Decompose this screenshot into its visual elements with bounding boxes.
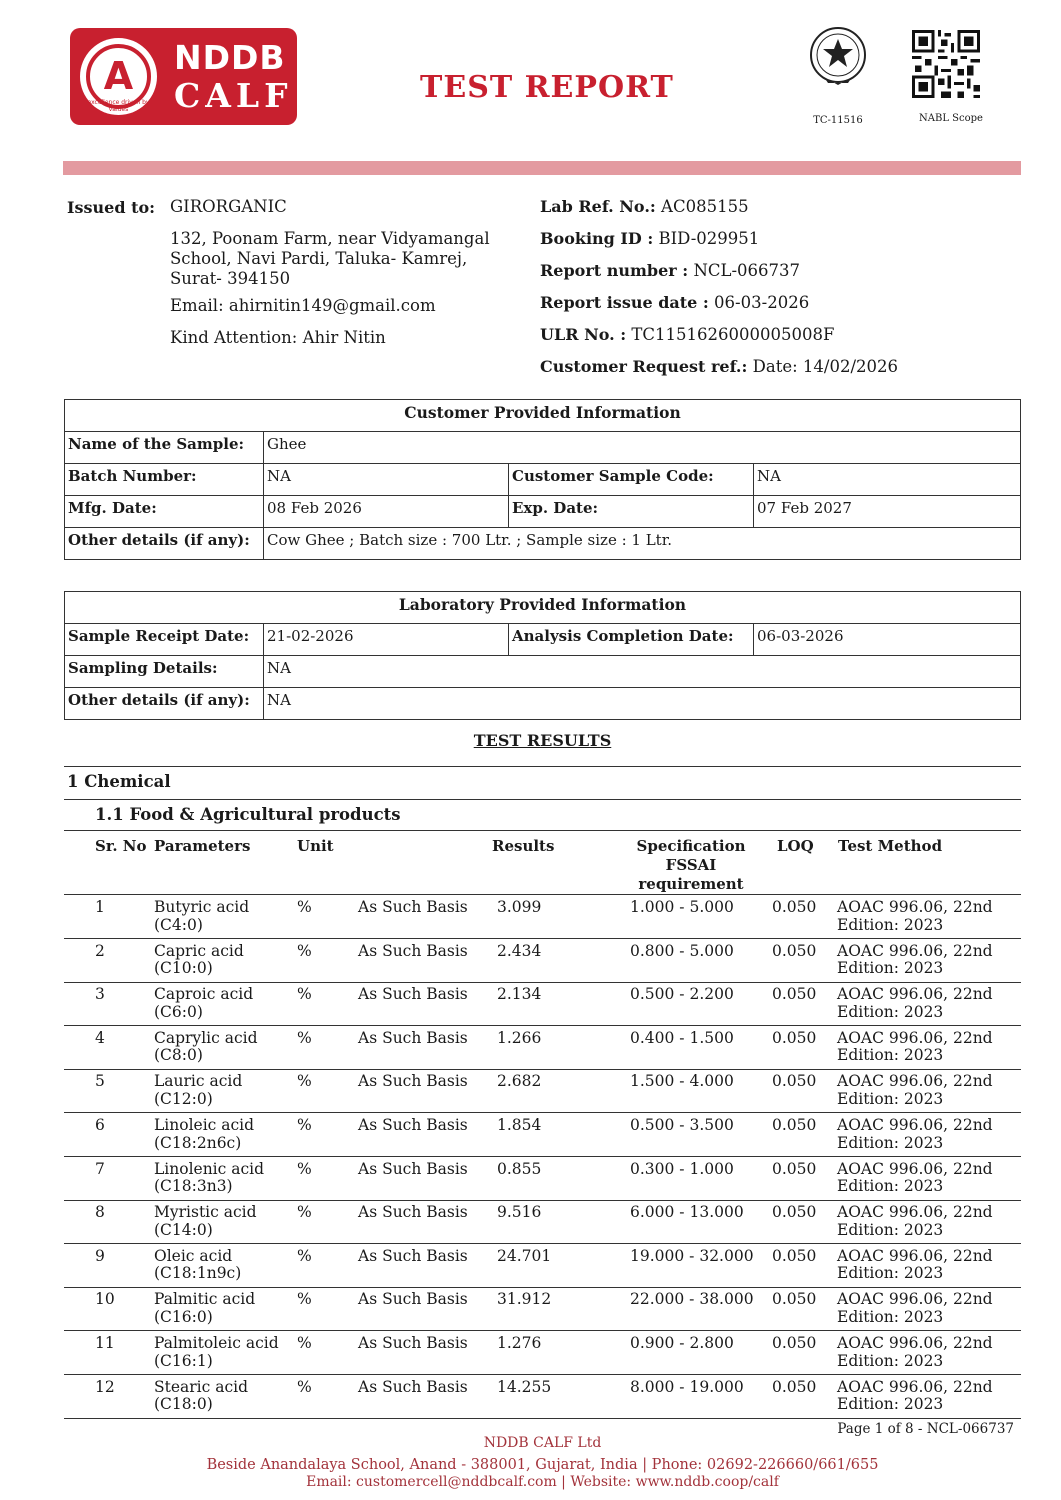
customer-request-ref: Customer Request ref.: Date: 14/02/2026 xyxy=(540,357,899,376)
specification-cell: 8.000 - 19.000 xyxy=(630,1377,744,1396)
loq-cell: 0.050 xyxy=(772,1334,817,1352)
mfg-date-value: 08 Feb 2026 xyxy=(264,496,509,528)
other-details-value: Cow Ghee ; Batch size : 700 Ltr. ; Sample size : 1 Ltr. xyxy=(264,528,1021,560)
exp-date-value: 07 Feb 2027 xyxy=(754,496,1021,528)
specification-cell: 22.000 - 38.000 xyxy=(630,1290,754,1309)
sr-no-cell: 11 xyxy=(95,1334,115,1352)
result-value-cell: 31.912 xyxy=(497,1290,552,1309)
specification-cell: 6.000 - 13.000 xyxy=(630,1203,744,1222)
test-method-cell: AOAC 996.06, 22nd Edition: 2023 xyxy=(837,1028,993,1065)
unit-cell: % xyxy=(297,1290,312,1309)
basis-cell: As Such Basis xyxy=(358,1377,468,1396)
basis-cell: As Such Basis xyxy=(358,898,468,916)
sr-no-cell: 10 xyxy=(95,1290,115,1309)
sr-no-cell: 5 xyxy=(95,1072,105,1091)
footer-company: NDDB CALF Ltd xyxy=(483,1435,602,1451)
lab-other-details-label: Other details (if any): xyxy=(65,688,264,720)
result-value-cell: 1.266 xyxy=(497,1028,542,1047)
report-number: Report number : NCL-066737 xyxy=(540,261,801,280)
parameter-cell: Stearic acid (C18:0) xyxy=(154,1377,249,1414)
loq-cell: 0.050 xyxy=(772,1203,817,1222)
test-method-cell: AOAC 996.06, 22nd Edition: 2023 xyxy=(837,1334,993,1370)
sr-no-cell: 9 xyxy=(95,1246,105,1265)
result-value-cell: 2.134 xyxy=(497,985,542,1004)
parameter-cell: Oleic acid (C18:1n9c) xyxy=(154,1246,242,1283)
sr-no-cell: 6 xyxy=(95,1116,105,1134)
nddb-calf-logo xyxy=(70,28,297,125)
sr-no-cell: 3 xyxy=(95,985,105,1004)
lab-info-table xyxy=(64,591,1021,720)
lab-ref-no: Lab Ref. No.: AC085155 xyxy=(540,197,749,216)
parameter-cell: Palmitoleic acid (C16:1) xyxy=(154,1334,279,1370)
test-results-heading: TEST RESULTS xyxy=(473,731,612,750)
specification-cell: 19.000 - 32.000 xyxy=(630,1246,754,1265)
unit-cell: % xyxy=(297,1246,312,1265)
table-row xyxy=(64,939,1021,983)
customer-name: GIRORGANIC xyxy=(170,197,287,216)
basis-cell: As Such Basis xyxy=(358,1116,468,1134)
customer-sample-code-value: NA xyxy=(754,464,1021,496)
booking-id: Booking ID : BID-029951 xyxy=(540,229,760,248)
kind-attention: Kind Attention: Ahir Nitin xyxy=(170,328,386,347)
result-value-cell: 3.099 xyxy=(497,898,542,916)
batch-number-label: Batch Number: xyxy=(65,464,264,496)
parameter-cell: Linolenic acid (C18:3n3) xyxy=(154,1159,265,1196)
parameter-cell: Caprylic acid (C8:0) xyxy=(154,1028,258,1065)
result-value-cell: 1.276 xyxy=(497,1334,542,1352)
divider xyxy=(64,830,1021,831)
col-results: Results xyxy=(492,837,555,855)
parameter-cell: Palmitic acid (C16:0) xyxy=(154,1290,256,1326)
test-method-cell: AOAC 996.06, 22nd Edition: 2023 xyxy=(837,1203,993,1239)
sample-receipt-value: 21-02-2026 xyxy=(264,624,509,656)
sr-no-cell: 12 xyxy=(95,1377,115,1396)
sampling-details-value: NA xyxy=(264,656,1021,688)
ulr-no: ULR No. : TC1151626000005008F xyxy=(540,325,835,344)
customer-sample-code-label: Customer Sample Code: xyxy=(509,464,754,496)
basis-cell: As Such Basis xyxy=(358,1072,468,1091)
table-row xyxy=(64,895,1021,939)
header-divider-band xyxy=(63,161,1021,175)
sampling-details-label: Sampling Details: xyxy=(65,656,264,688)
result-value-cell: 9.516 xyxy=(497,1203,542,1222)
divider xyxy=(64,766,1021,767)
col-specification: Specification FSSAI requirement xyxy=(636,837,746,893)
basis-cell: As Such Basis xyxy=(358,1028,468,1047)
sr-no-cell: 1 xyxy=(95,898,105,916)
test-method-cell: AOAC 996.06, 22nd Edition: 2023 xyxy=(837,1159,993,1196)
specification-cell: 0.900 - 2.800 xyxy=(630,1334,734,1352)
basis-cell: As Such Basis xyxy=(358,985,468,1004)
col-loq: LOQ xyxy=(777,837,814,855)
exp-date-label: Exp. Date: xyxy=(509,496,754,528)
sr-no-cell: 2 xyxy=(95,941,105,960)
unit-cell: % xyxy=(297,1159,312,1178)
accreditation-code: TC-11516 xyxy=(813,115,863,126)
loq-cell: 0.050 xyxy=(772,985,817,1004)
basis-cell: As Such Basis xyxy=(358,1290,468,1309)
issued-to-label: Issued to: xyxy=(67,198,156,217)
test-method-cell: AOAC 996.06, 22nd Edition: 2023 xyxy=(837,941,993,978)
parameter-cell: Capric acid (C10:0) xyxy=(154,941,244,978)
unit-cell: % xyxy=(297,1116,312,1134)
table-row xyxy=(64,1200,1021,1244)
nabl-scope-label: NABL Scope xyxy=(919,113,983,124)
test-method-cell: AOAC 996.06, 22nd Edition: 2023 xyxy=(837,1290,993,1326)
customer-info-heading: Customer Provided Information xyxy=(65,400,1021,432)
logo-emblem: A excellence driven by values xyxy=(80,38,157,115)
specification-cell: 0.800 - 5.000 xyxy=(630,941,734,960)
col-parameters: Parameters xyxy=(154,837,251,855)
loq-cell: 0.050 xyxy=(772,1246,817,1265)
table-row xyxy=(64,982,1021,1026)
analysis-completion-label: Analysis Completion Date: xyxy=(509,624,754,656)
table-row xyxy=(64,1069,1021,1113)
unit-cell: % xyxy=(297,1028,312,1047)
page-title: TEST REPORT xyxy=(420,70,674,105)
result-value-cell: 14.255 xyxy=(497,1377,552,1396)
footer-address: Beside Anandalaya School, Anand - 388001, Gujarat, India | Phone: 02692-226660/661/655 xyxy=(206,1457,879,1473)
logo-text-nddb: NDDB xyxy=(174,38,286,77)
table-row xyxy=(64,1113,1021,1157)
batch-number-value: NA xyxy=(264,464,509,496)
unit-cell: % xyxy=(297,1203,312,1222)
parameter-cell: Linoleic acid (C18:2n6c) xyxy=(154,1116,255,1152)
test-method-cell: AOAC 996.06, 22nd Edition: 2023 xyxy=(837,985,993,1021)
specification-cell: 1.500 - 4.000 xyxy=(630,1072,734,1091)
customer-info-table xyxy=(64,399,1021,560)
unit-cell: % xyxy=(297,1334,312,1352)
other-details-label: Other details (if any): xyxy=(65,528,264,560)
subsection-food-agri: 1.1 Food & Agricultural products xyxy=(95,805,401,824)
result-value-cell: 24.701 xyxy=(497,1246,552,1265)
loq-cell: 0.050 xyxy=(772,1072,817,1091)
lab-info-heading: Laboratory Provided Information xyxy=(65,592,1021,624)
basis-cell: As Such Basis xyxy=(358,941,468,960)
test-method-cell: AOAC 996.06, 22nd Edition: 2023 xyxy=(837,1246,993,1283)
accreditation-seal-icon xyxy=(806,25,870,89)
specification-cell: 0.500 - 2.200 xyxy=(630,985,734,1004)
col-unit: Unit xyxy=(297,837,334,855)
loq-cell: 0.050 xyxy=(772,1290,817,1309)
test-method-cell: AOAC 996.06, 22nd Edition: 2023 xyxy=(837,898,993,934)
basis-cell: As Such Basis xyxy=(358,1159,468,1178)
test-method-cell: AOAC 996.06, 22nd Edition: 2023 xyxy=(837,1072,993,1108)
mfg-date-label: Mfg. Date: xyxy=(65,496,264,528)
sample-name-label: Name of the Sample: xyxy=(65,432,264,464)
table-row xyxy=(64,1375,1021,1419)
page-number: Page 1 of 8 - NCL-066737 xyxy=(837,1421,1014,1437)
parameter-cell: Butyric acid (C4:0) xyxy=(154,898,250,934)
loq-cell: 0.050 xyxy=(772,1116,817,1134)
sr-no-cell: 4 xyxy=(95,1028,105,1047)
loq-cell: 0.050 xyxy=(772,941,817,960)
unit-cell: % xyxy=(297,985,312,1004)
customer-address: 132, Poonam Farm, near Vidyamangal School, Navi Pardi, Taluka- Kamrej, Surat- 394150 xyxy=(170,229,490,288)
unit-cell: % xyxy=(297,1377,312,1396)
basis-cell: As Such Basis xyxy=(358,1246,468,1265)
col-test-method: Test Method xyxy=(838,837,943,855)
table-row xyxy=(64,1157,1021,1201)
table-row xyxy=(64,1244,1021,1288)
unit-cell: % xyxy=(297,898,312,916)
loq-cell: 0.050 xyxy=(772,1159,817,1178)
sr-no-cell: 7 xyxy=(95,1159,105,1178)
test-method-cell: AOAC 996.06, 22nd Edition: 2023 xyxy=(837,1116,993,1152)
basis-cell: As Such Basis xyxy=(358,1334,468,1352)
basis-cell: As Such Basis xyxy=(358,1203,468,1222)
parameter-cell: Caproic acid (C6:0) xyxy=(154,985,254,1021)
table-row xyxy=(64,1026,1021,1070)
sample-name-value: Ghee xyxy=(264,432,1021,464)
result-value-cell: 2.682 xyxy=(497,1072,542,1091)
divider xyxy=(64,799,1021,800)
section-chemical: 1 Chemical xyxy=(67,772,171,791)
sample-receipt-label: Sample Receipt Date: xyxy=(65,624,264,656)
parameter-cell: Lauric acid (C12:0) xyxy=(154,1072,243,1108)
report-issue-date: Report issue date : 06-03-2026 xyxy=(540,293,810,312)
lab-other-details-value: NA xyxy=(264,688,1021,720)
table-row xyxy=(64,1331,1021,1375)
qr-code-icon[interactable] xyxy=(912,30,980,98)
test-method-cell: AOAC 996.06, 22nd Edition: 2023 xyxy=(837,1377,993,1414)
footer-contact[interactable]: Email: customercell@nddbcalf.com | Website: www.nddb.coop/calf xyxy=(306,1474,779,1490)
logo-text-calf: CALF xyxy=(174,76,293,115)
specification-cell: 0.400 - 1.500 xyxy=(630,1028,734,1047)
table-row xyxy=(64,1287,1021,1331)
loq-cell: 0.050 xyxy=(772,898,817,916)
result-value-cell: 0.855 xyxy=(497,1159,542,1178)
unit-cell: % xyxy=(297,941,312,960)
loq-cell: 0.050 xyxy=(772,1377,817,1396)
result-value-cell: 2.434 xyxy=(497,941,542,960)
specification-cell: 1.000 - 5.000 xyxy=(630,898,734,916)
result-value-cell: 1.854 xyxy=(497,1116,542,1134)
customer-email: Email: ahirnitin149@gmail.com xyxy=(170,296,436,315)
specification-cell: 0.500 - 3.500 xyxy=(630,1116,734,1134)
loq-cell: 0.050 xyxy=(772,1028,817,1047)
col-sr-no: Sr. No xyxy=(95,837,147,855)
parameter-cell: Myristic acid (C14:0) xyxy=(154,1203,257,1239)
analysis-completion-value: 06-03-2026 xyxy=(754,624,1021,656)
unit-cell: % xyxy=(297,1072,312,1091)
sr-no-cell: 8 xyxy=(95,1203,105,1222)
specification-cell: 0.300 - 1.000 xyxy=(630,1159,734,1178)
